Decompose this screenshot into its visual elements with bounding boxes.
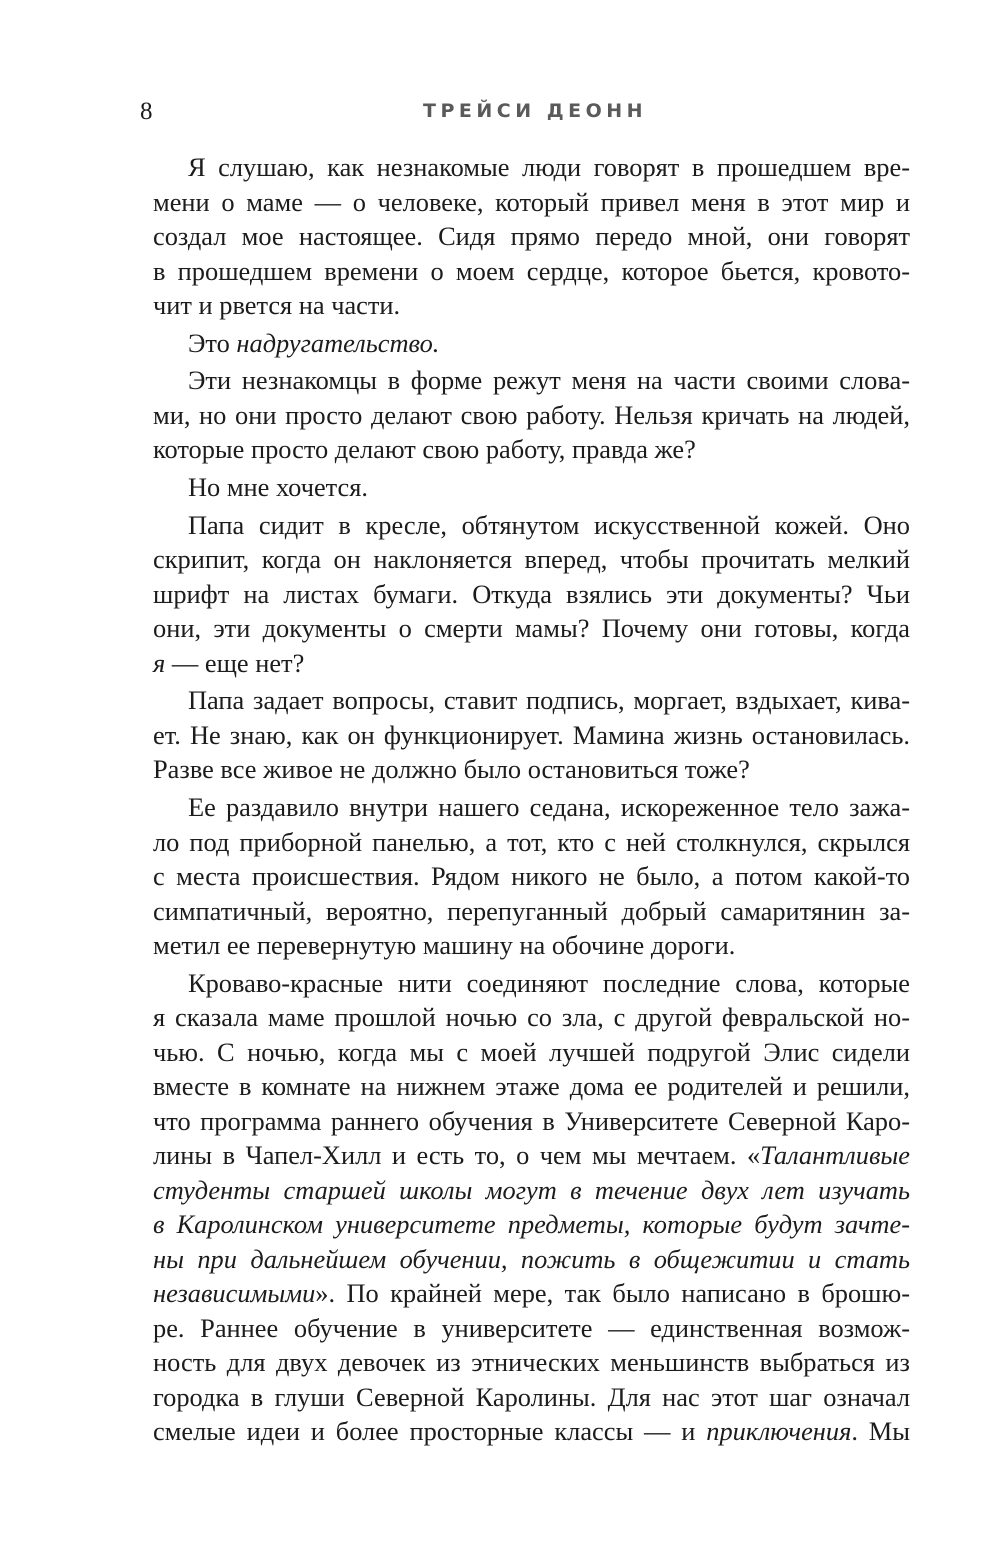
italic-emphasis: я [153,647,166,678]
text-line: Эти незнакомцы в форме режут меня на части своими слова- [188,365,910,396]
text-line: ность для двух девочек из этнических меньшинств выбраться из [153,1347,910,1378]
text-line: чью. С ночью, когда мы с моей лучшей подругой Элис сидели [153,1036,910,1067]
running-head [140,96,910,136]
text-line: ет. Не знаю, как он функционирует. Мамина жизнь остановилась. [153,719,910,750]
text-line: симпатичный, вероятно, перепуганный добрый самаритянин за- [153,895,910,926]
text-line: в прошедшем времени о моем сердце, которое бьется, кровото- [153,255,910,286]
page-number: 8 [140,98,153,125]
text-line: я — еще нет? [153,647,305,678]
text-line: вместе в комнате на нижнем этаже дома ее родителей и решили, [153,1071,910,1102]
text-line: ре. Раннее обучение в университете — единственная возмож- [153,1312,910,1343]
text-line: студенты старшей школы могут в течение двух лет изучать [153,1174,910,1205]
text-line: ми, но они просто делают свою работу. Нельзя кричать на людей, [153,399,910,430]
text-line: Папа задает вопросы, ставит подпись, моргает, вздыхает, кива- [188,685,910,716]
text-line: создал мое настоящее. Сидя прямо передо мной, они говорят [153,221,910,251]
italic-emphasis: надругательство. [236,327,440,358]
text-line: скрипит, когда он наклоняется вперед, чтобы прочитать мелкий [153,544,910,575]
italic-emphasis: приключения [706,1416,852,1447]
text-line: ло под приборной панелью, а тот, кто с ней столкнулся, скрылся [153,826,910,857]
text-line: мени о маме — о человеке, который привел меня в этот мир и [153,186,910,217]
text-line: что программа раннего обучения в Университете Северной Каро- [153,1105,910,1136]
text-line: чит и рвется на части. [153,290,401,320]
text-line: Ее раздавило внутри нашего седана, искореженное тело зажа- [188,792,910,823]
text-line: в Каролинском университете предметы, которые будут зачте- [153,1209,910,1240]
text-line: Разве все живое не должно было остановиться тоже? [153,754,750,785]
text-line: лины в Чапел-Хилл и есть то, о чем мы мечтаем. «Талантливые [153,1140,910,1171]
text-line: независимыми». По крайней мере, так было написано в брошю- [153,1278,910,1309]
text-line: Кроваво-красные нити соединяют последние слова, которые [188,967,910,998]
text-line: Но мне хочется. [188,472,368,503]
text-line: смелые идеи и более просторные классы — и приключения. Мы [153,1416,910,1447]
text-line: ны при дальнейшем обучении, пожить в общежитии и стать [153,1243,910,1274]
text-line: городка в глуши Северной Каролины. Для нас этот шаг означал [153,1381,910,1412]
italic-emphasis: независимыми [153,1278,316,1309]
body-text [153,150,910,1449]
text-line: которые просто делают свою работу, правда же? [153,434,696,465]
text-line: они, эти документы о смерти мамы? Почему они готовы, когда [153,613,910,644]
text-line: Папа сидит в кресле, обтянутом искусственной кожей. Оно [188,509,910,540]
text-line: Это надругательство. [188,327,440,358]
text-line: Я слушаю, как незнакомые люди говорят в прошедшем вре- [188,152,910,182]
text-line: я сказала маме прошлой ночью со зла, с другой февральской но- [153,1002,910,1033]
text-line: метил ее перевернутую машину на обочине дороги. [153,930,736,961]
italic-emphasis: Талантливые [760,1140,910,1171]
running-head-author: ТРЕЙСИ ДЕОНН [423,100,648,122]
text-line: с места происшествия. Рядом никого не было, а потом какой-то [153,861,910,892]
text-line: шрифт на листах бумаги. Откуда взялись эти документы? Чьи [153,578,910,609]
